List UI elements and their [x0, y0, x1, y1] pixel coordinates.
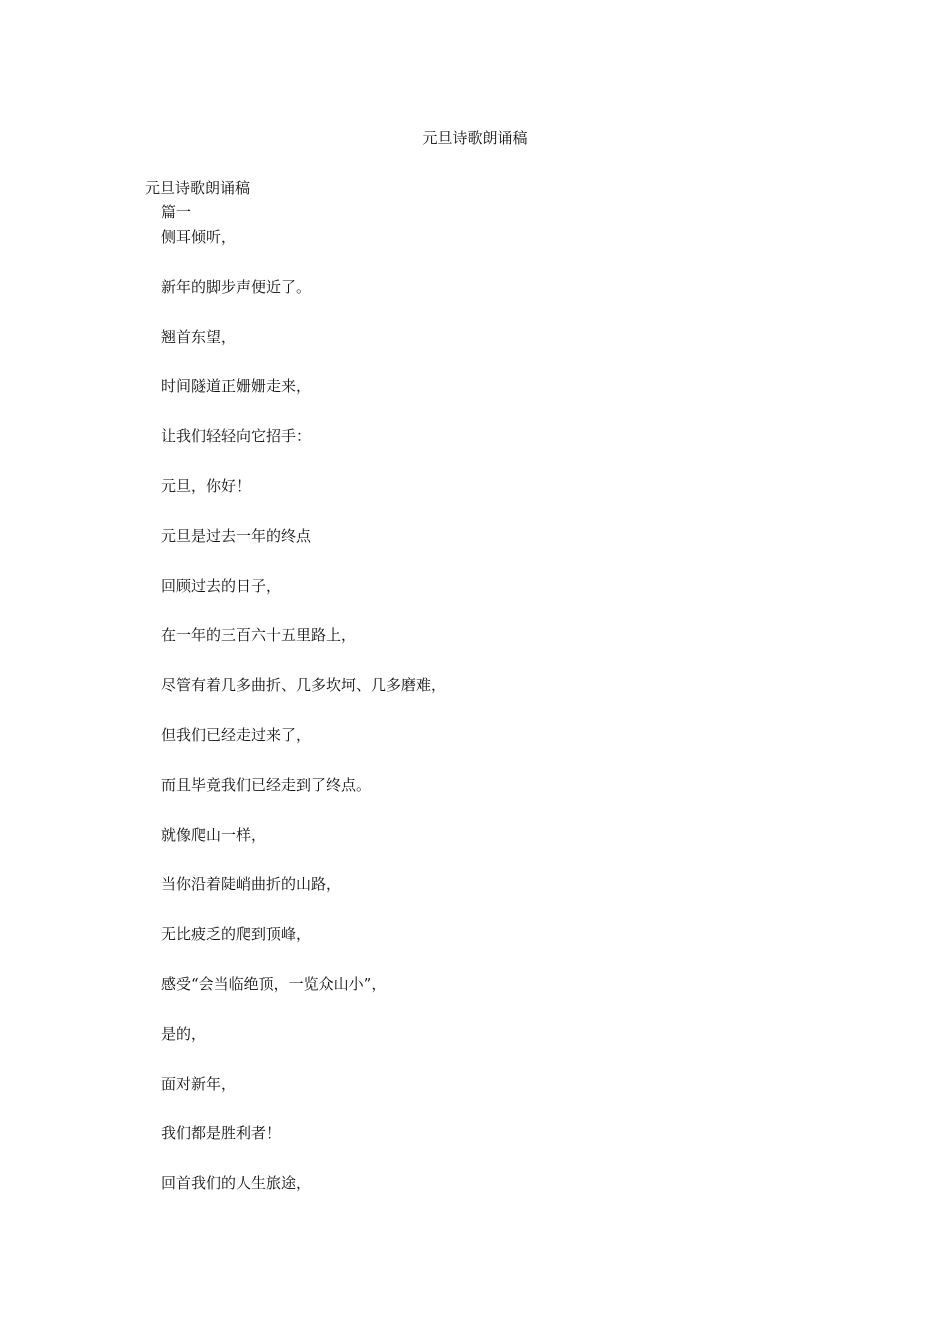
poem-line: 时间隧道正姗姗走来，: [161, 377, 312, 396]
document-heading: 元旦诗歌朗诵稿: [145, 179, 251, 197]
poem-line: 而且毕竟我们已经走到了终点。: [161, 775, 372, 794]
poem-line: 回首我们的人生旅途，: [161, 1174, 312, 1193]
poem-line: 在一年的三百六十五里路上，: [161, 626, 357, 645]
section-label: 篇一: [161, 203, 192, 221]
poem-line: 回顾过去的日子，: [161, 576, 282, 595]
poem-line: 当你沿着陡峭曲折的山路，: [161, 875, 342, 894]
poem-line: 就像爬山一样，: [161, 825, 267, 844]
document-title: 元旦诗歌朗诵稿: [422, 129, 528, 147]
poem-line: 感受“会当临绝顶，一览众山小”，: [161, 974, 387, 993]
poem-line: 新年的脚步声便近了。: [161, 277, 312, 296]
poem-line: 面对新年，: [161, 1074, 237, 1093]
poem-line: 是的，: [161, 1024, 207, 1043]
poem-line: 我们都是胜利者！: [161, 1124, 282, 1143]
poem-line: 侧耳倾听，: [161, 228, 237, 246]
poem-line: 尽管有着几多曲折、几多坎坷、几多磨难，: [161, 676, 447, 695]
poem-line: 翘首东望，: [161, 327, 237, 346]
poem-line: 无比疲乏的爬到顶峰，: [161, 925, 312, 944]
poem-line: 元旦是过去一年的终点: [161, 526, 312, 545]
poem-line: 但我们已经走过来了，: [161, 725, 312, 744]
poem-line: 元旦，你好！: [161, 476, 252, 495]
poem-body: [161, 227, 446, 1223]
poem-line: 让我们轻轻向它招手：: [161, 427, 312, 446]
